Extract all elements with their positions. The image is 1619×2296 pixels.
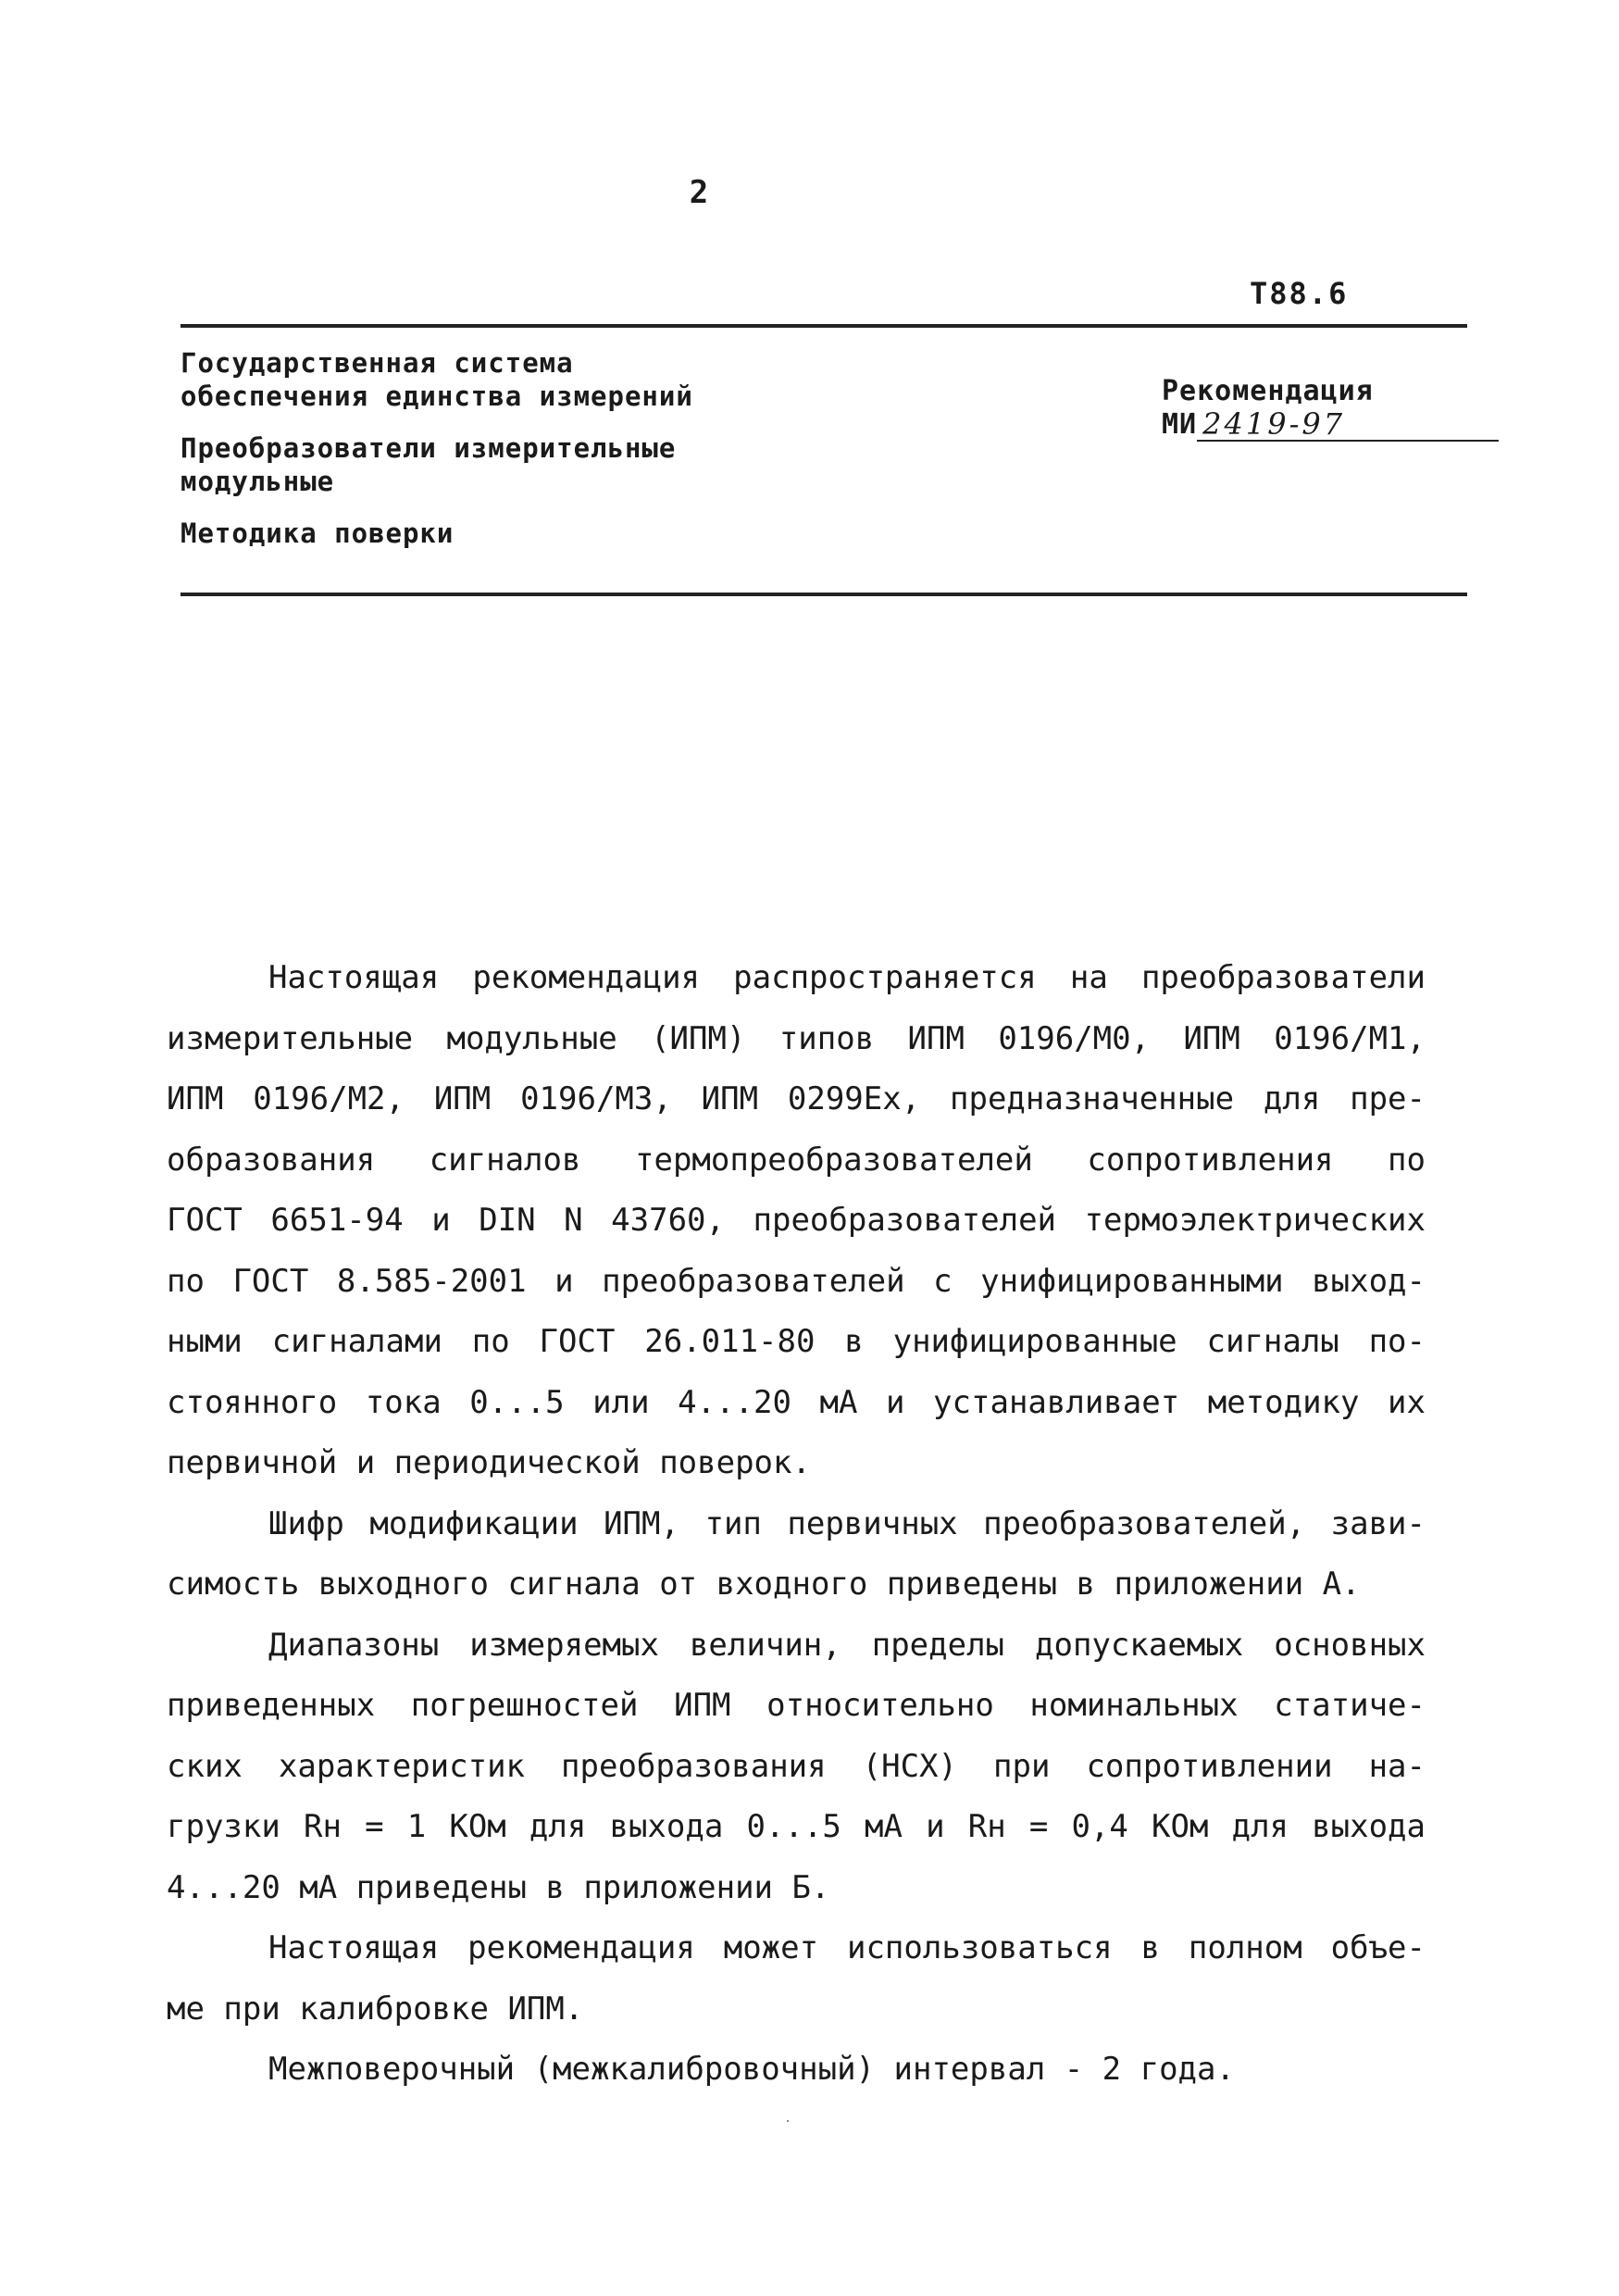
paragraph-line: ИПМ 0196/М2, ИПМ 0196/М3, ИПМ 0299Ex, предназначенные для пре- xyxy=(167,1080,1426,1117)
recommendation-label: Рекомендация xyxy=(1162,375,1374,407)
paragraph-line: ме при калибровке ИПМ. xyxy=(167,1990,584,2028)
paragraph-line: ными сигналами по ГОСТ 26.011-80 в унифицированные сигналы по- xyxy=(167,1323,1426,1360)
paragraph-line: ГОСТ 6651-94 и DIN N 43760, преобразователей термоэлектрических xyxy=(167,1202,1426,1239)
paragraph-line: ских характеристик преобразования (НСХ) при сопротивлении на- xyxy=(167,1747,1426,1785)
paragraph-line: приведенных погрешностей ИПМ относительно номинальных статиче- xyxy=(167,1687,1426,1724)
recommendation-prefix: МИ xyxy=(1162,408,1198,441)
paragraph-line: образования сигналов термопреобразователей сопротивления по xyxy=(167,1141,1426,1179)
system-name-line-1: Государственная система xyxy=(181,347,574,379)
document-title-line-2: модульные xyxy=(181,466,335,497)
paragraph-line: Настоящая рекомендация распространяется на преобразователи xyxy=(268,959,1426,996)
paragraph-line: Настоящая рекомендация может использоваться в полном объе- xyxy=(268,1929,1426,1966)
paragraph-line: грузки Rн = 1 КОм для выхода 0...5 мА и Rн = 0,4 КОм для выхода xyxy=(167,1808,1426,1845)
document-subtitle: Методика поверки xyxy=(181,518,455,549)
recommendation-block xyxy=(1162,375,1499,442)
paragraph-line: измерительные модульные (ИПМ) типов ИПМ 0196/М0, ИПМ 0196/М1, xyxy=(167,1019,1426,1057)
system-name-line-2: обеспечения единства измерений xyxy=(181,381,693,412)
paragraph-1 xyxy=(167,948,1426,1494)
paragraph-line: первичной и периодической поверок. xyxy=(167,1444,811,1481)
paragraph-4 xyxy=(167,1918,1426,2040)
document-title xyxy=(181,431,693,498)
document-title-line-1: Преобразователи измерительные xyxy=(181,432,677,464)
paragraph-line: по ГОСТ 8.585-2001 и преобразователей с унифицированными выход- xyxy=(167,1262,1426,1300)
recommendation-number-handwritten: 2419-97 xyxy=(1197,408,1499,442)
system-name xyxy=(181,346,693,413)
header-top-rule xyxy=(181,324,1467,328)
scan-speck xyxy=(787,2120,789,2122)
paragraph-line: Шифр модификации ИПМ, тип первичных преобразователей, зави- xyxy=(268,1504,1426,1542)
paragraph-line: 4...20 мА приведены в приложении Б. xyxy=(167,1868,830,1906)
header-bottom-rule xyxy=(181,593,1467,596)
paragraph-line: стоянного тока 0...5 или 4...20 мА и устанавливает методику их xyxy=(167,1383,1426,1421)
document-code: Т88.6 xyxy=(1250,276,1349,311)
page-number: 2 xyxy=(689,174,709,211)
body-text xyxy=(167,948,1426,2101)
recommendation-number-line xyxy=(1162,408,1499,442)
paragraph-line: симость выходного сигнала от входного приведены в приложении А. xyxy=(167,1566,1361,1603)
header-left-block xyxy=(181,346,693,568)
paragraph-5 xyxy=(167,2040,1426,2101)
paragraph-2 xyxy=(167,1494,1426,1616)
paragraph-3 xyxy=(167,1616,1426,1919)
paragraph-line: Диапазоны измеряемых величин, пределы допускаемых основных xyxy=(268,1626,1426,1664)
paragraph-line: Межповерочный (межкалибровочный) интервал - 2 года. xyxy=(268,2051,1235,2088)
